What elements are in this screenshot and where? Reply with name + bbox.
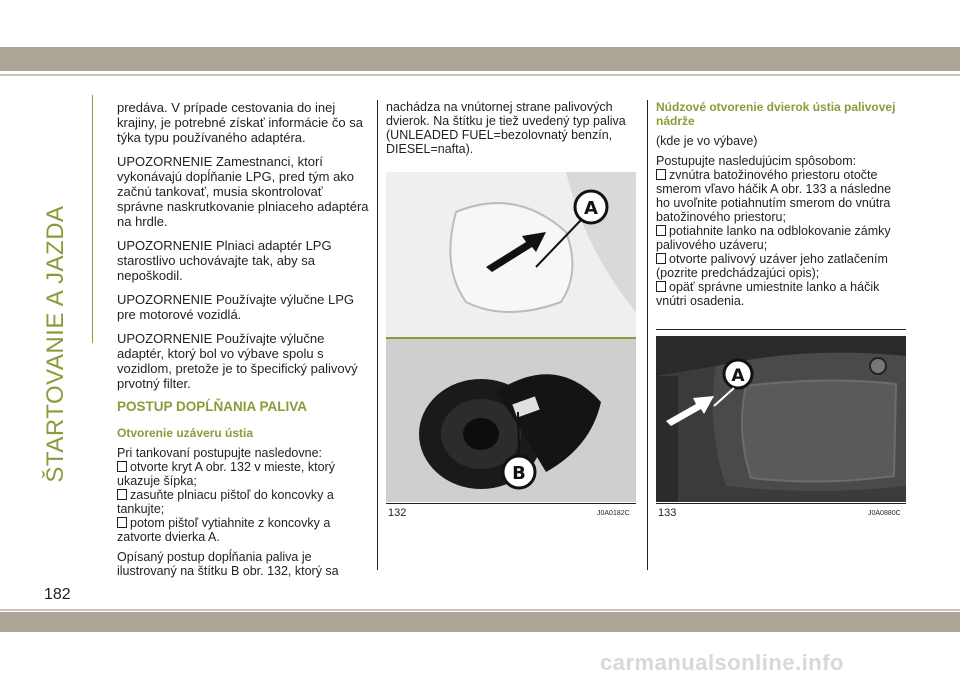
figure-132-number: 132 — [388, 507, 407, 519]
checkbox-square-icon — [656, 225, 666, 236]
checkbox-square-icon — [656, 253, 666, 264]
intro-text: predáva. V prípade cestovania do inej krajiny, je potrebné získať informácie čo sa týka typu používaného adaptéra. — [117, 100, 363, 145]
step-item: otvorte kryt A obr. 132 v mieste, ktorý ukazuje šípka; — [117, 460, 335, 488]
step-item: otvorte palivový uzáver jeho zatlačením (pozrite predchádzajúci opis); — [656, 252, 888, 280]
chapter-side-title: ŠTARTOVANIE A JAZDA — [42, 205, 69, 483]
figure-133-photo — [656, 336, 906, 502]
figure-133-top-rule — [656, 329, 906, 330]
column-3 — [656, 100, 908, 316]
figure-133-number: 133 — [658, 507, 677, 519]
checkbox-square-icon — [117, 489, 127, 500]
step-item: opäť správne umiestnite lanko a háčik vnútri osadenia. — [656, 280, 880, 308]
emergency-title: Núdzové otvorenie dvierok ústia palivovej nádrže — [656, 100, 896, 128]
figure-label-b: B — [512, 463, 526, 484]
figure-132-caption-rule — [386, 503, 636, 504]
trunk-hook-illustration — [656, 336, 906, 502]
checkbox-square-icon — [656, 281, 666, 292]
figure-132-photo — [386, 172, 636, 502]
figure-133-code: J0A0880C — [868, 510, 901, 517]
outro-text: Opísaný postup dopĺňania paliva je ilustrovaný na štítku B obr. 132, ktorý sa — [117, 550, 339, 578]
checkbox-square-icon — [656, 169, 666, 180]
steps-lead: Pri tankovaní postupujte nasledovne: — [117, 446, 322, 460]
warning-4: UPOZORNENIE Používajte výlučne adaptér, ktorý bol vo výbave spolu s vozidlom, pretože je to špecifický palivový prvotný filter. — [117, 331, 358, 391]
figure-133-caption-rule — [656, 503, 906, 504]
column-divider-2 — [647, 100, 648, 570]
emergency-steps — [656, 154, 908, 308]
warning-3: UPOZORNENIE Používajte výlučne LPG pre motorové vozidlá. — [117, 292, 354, 322]
figure-132-code: J0A0182C — [597, 510, 630, 517]
figure-133-label-a: A — [731, 366, 745, 386]
column-divider-1 — [377, 100, 378, 570]
emergency-note: (kde je vo výbave) — [656, 134, 758, 148]
footer-line — [0, 609, 960, 611]
step-item: zvnútra batožinového priestoru otočte smerom vľavo háčik A obr. 133 a následne ho uvoľnite potiahnutím smerom do vnútra batožinového priestoru; — [656, 168, 892, 224]
header-line — [0, 74, 960, 76]
checkbox-square-icon — [117, 517, 127, 528]
figure-label-a: A — [584, 198, 598, 219]
page-number: 182 — [44, 586, 71, 603]
column-2 — [386, 100, 638, 164]
column-1 — [117, 100, 369, 586]
subsection-title: Otvorenie uzáveru ústia — [117, 426, 254, 440]
step-item: zasuňte plniacu pištoľ do koncovky a tankujte; — [117, 488, 334, 516]
emergency-lead: Postupujte nasledujúcim spôsobom: — [656, 154, 857, 168]
fuel-door-illustration — [386, 172, 636, 502]
warning-2: UPOZORNENIE Plniaci adaptér LPG starostlivo uchovávajte tak, aby sa nepoškodil. — [117, 238, 332, 283]
steps-block — [117, 446, 369, 544]
header-band — [0, 47, 960, 71]
section-title: POSTUP DOPĹŇANIA PALIVA — [117, 399, 308, 414]
checkbox-square-icon — [117, 461, 127, 472]
fuel-label-text: nachádza na vnútornej strane palivových dvierok. Na štítku je tiež uvedený typ paliva (UNLEADED FUEL=bezolovnatý benzín, DIESEL=nafta). — [386, 100, 626, 156]
warning-1: UPOZORNENIE Zamestnanci, ktorí vykonávajú dopĺňanie LPG, pred tým ako začnú tankovať, musia skontrolovať správne naskrutkovanie plniaceho adaptéra na hrdle. — [117, 154, 369, 229]
chapter-side-rule — [92, 95, 93, 343]
footer-band — [0, 612, 960, 632]
step-item: potiahnite lanko na odblokovanie zámky palivového uzáveru; — [656, 224, 891, 252]
watermark: carmanualsonline.info — [600, 650, 844, 675]
step-item: potom pištoľ vytiahnite z koncovky a zatvorte dvierka A. — [117, 516, 331, 544]
